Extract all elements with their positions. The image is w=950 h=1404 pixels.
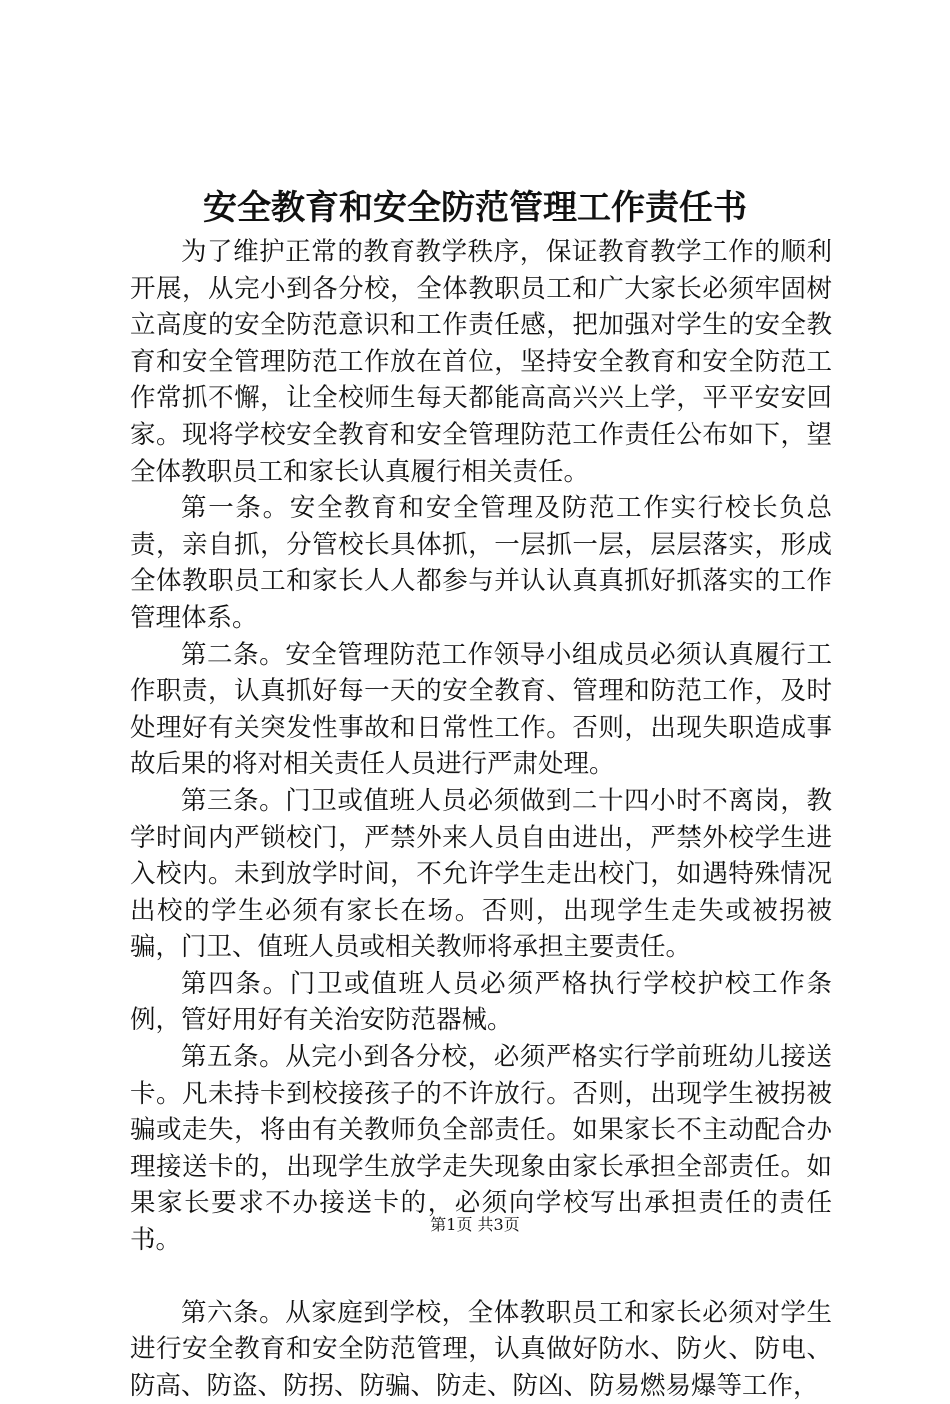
article-4-paragraph: 第四条。门卫或值班人员必须严格执行学校护校工作条例，管好用好有关治安防范器械。 [130, 968, 832, 1036]
article-1-paragraph: 第一条。安全教育和安全管理及防范工作实行校长负总责，亲自抓，分管校长具体抓，一层抓一层，层层落实，形成全体教职员工和家长人人都参与并认认真真抓好抓落实的工作管理体系。 [130, 493, 832, 633]
page-footer: 第1页 共3页 [430, 1215, 520, 1234]
intro-paragraph: 为了维护正常的教育教学秩序，保证教育教学工作的顺利开展，从完小到各分校，全体教职员工和广大家长必须牢固树立高度的安全防范意识和工作责任感，把加强对学生的安全教育和安全管理防范工作放在首位，坚持安全教育和安全防范工作常抓不懈，让全校师生每天都能高高兴兴上学，平平安安回家。现将学校安全教育和安全管理防范工作责任公布如下，望全体教职员工和家长认真履行相关责任。 [130, 237, 832, 487]
article-2-paragraph: 第二条。安全管理防范工作领导小组成员必须认真履行工作职责，认真抓好每一天的安全教育、管理和防范工作，及时处理好有关突发性事故和日常性工作。否则，出现失职造成事故后果的将对相关责任人员进行严肃处理。 [130, 639, 832, 780]
document-title: 安全教育和安全防范管理工作责任书 [203, 188, 747, 228]
article-3-paragraph: 第三条。门卫或值班人员必须做到二十四小时不离岗，教学时间内严锁校门，严禁外来人员自由进出，严禁外校学生进入校内。未到放学时间，不允许学生走出校门，如遇特殊情况出校的学生必须有家长在场。否则，出现学生走失或被拐被骗，门卫、值班人员或相关教师将承担主要责任。 [130, 785, 832, 963]
article-6-paragraph: 第六条。从家庭到学校，全体教职员工和家长必须对学生进行安全教育和安全防范管理，认真做好防水、防火、防电、防高、防盗、防拐、防骗、防走、防凶、防易燃易爆等工作， [130, 1297, 832, 1401]
article-5-paragraph: 第五条。从完小到各分校，必须严格实行学前班幼儿接送卡。凡未持卡到校接孩子的不许放行。否则，出现学生被拐被骗或走失，将由有关教师负全部责任。如果家长不主动配合办理接送卡的，出现学生放学走失现象由家长承担全部责任。如果家长要求不办接送卡的，必须向学校写出承担责任的责任书。 [130, 1042, 832, 1256]
